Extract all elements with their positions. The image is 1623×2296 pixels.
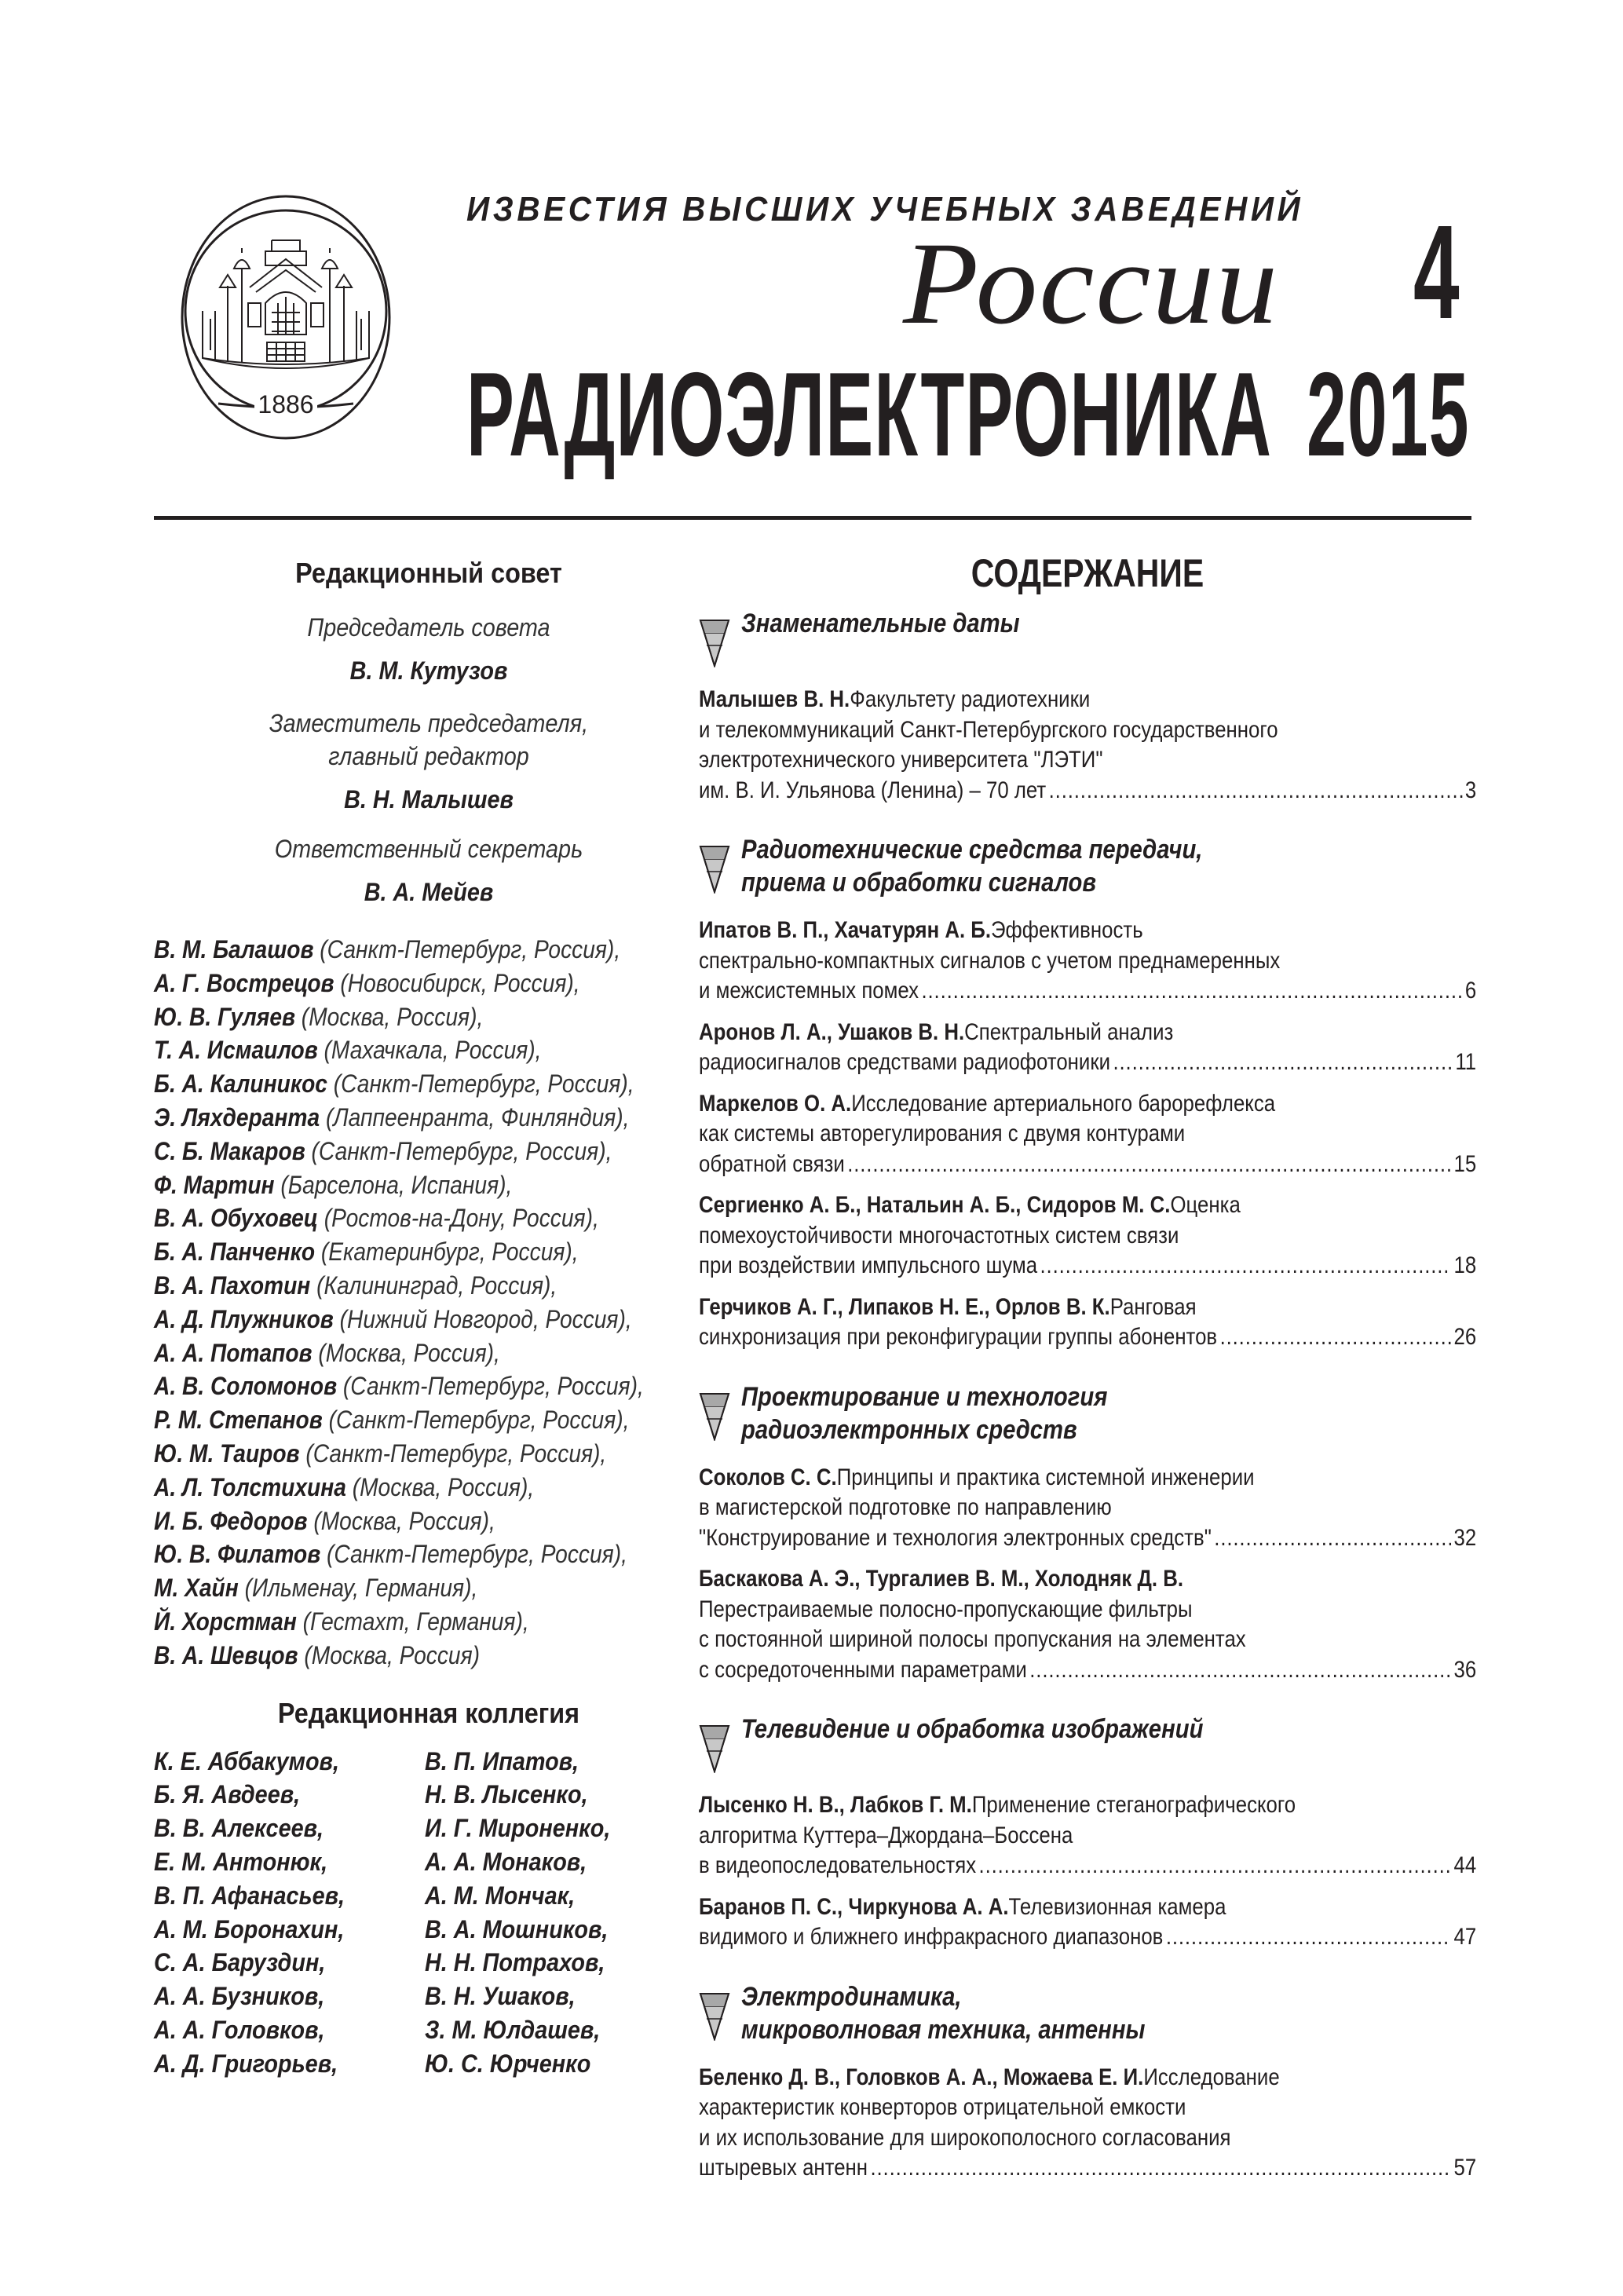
toc-entry-title-text: Перестраиваемые полосно-пропускающие фильтры xyxy=(699,1596,1193,1622)
chair-name: В. М. Кутузов xyxy=(349,656,508,685)
council-member-location: (Москва, Россия), xyxy=(313,1506,495,1535)
toc-entry-line xyxy=(699,745,1476,776)
council-member xyxy=(154,967,638,1000)
toc-page-number[interactable]: 32 xyxy=(1453,1524,1477,1551)
toc-entry-title-text: им. В. И. Ульянова (Ленина) – 70 лет xyxy=(699,777,1047,803)
toc-page-number[interactable]: 11 xyxy=(1455,1049,1477,1075)
council-member-location: (Москва, Россия), xyxy=(318,1338,500,1367)
toc-entry[interactable] xyxy=(699,685,1476,806)
toc-page-number[interactable]: 36 xyxy=(1453,1656,1477,1683)
college-member: Е. М. Антонюк, xyxy=(154,1847,328,1876)
toc-entry-authors: Маркелов О. А. xyxy=(699,1090,852,1117)
toc-page-number[interactable]: 26 xyxy=(1453,1324,1477,1350)
toc-page-number[interactable]: 18 xyxy=(1453,1252,1477,1278)
toc-entry[interactable] xyxy=(699,916,1476,1007)
toc-entry-title-text: Факультету радиотехники xyxy=(850,686,1091,712)
toc-entry-line xyxy=(699,1922,1476,1953)
toc-entry-title-text: Исследование артериального барорефлекса xyxy=(851,1090,1276,1117)
toc-entry[interactable] xyxy=(699,1089,1476,1180)
council-member xyxy=(154,1269,638,1303)
council-member xyxy=(154,1168,638,1202)
council-member xyxy=(154,1639,638,1673)
chair-role: Председатель совета xyxy=(307,613,550,642)
toc-entry-line xyxy=(699,1018,1476,1048)
dot-leader xyxy=(847,1150,1451,1180)
council-member xyxy=(154,1605,638,1639)
council-member-name: А. Д. Плужников xyxy=(154,1304,334,1333)
toc-entry-line xyxy=(699,1790,1476,1821)
toc-entry-title-text: Телевизионная камера xyxy=(1008,1893,1226,1920)
logo-founding-year: 1886 xyxy=(258,390,314,419)
dot-leader xyxy=(922,976,1463,1007)
council-member-location: (Москва, Россия), xyxy=(352,1472,535,1501)
council-member xyxy=(154,1403,638,1437)
council-member-name: Т. А. Исмаилов xyxy=(154,1036,318,1065)
issue-year: 2015 xyxy=(1307,348,1470,481)
council-member-name: С. Б. Макаров xyxy=(154,1136,305,1165)
toc-entry-title-text: Принципы и практика системной инженерии xyxy=(836,1464,1255,1490)
college-member: К. Е. Аббакумов, xyxy=(154,1746,339,1775)
council-member-location: (Санкт-Петербург, Россия), xyxy=(311,1136,612,1165)
college-member: Н. Н. Потрахов, xyxy=(425,1948,605,1977)
dot-leader xyxy=(979,1851,1451,1881)
toc-entry-title-text: и их использование для широкополосного согласования xyxy=(699,2124,1231,2151)
section-title-line: приема и обработки сигналов xyxy=(741,868,1097,898)
toc-entry-title-text: с сосредоточенными параметрами xyxy=(699,1656,1027,1683)
toc-entry-line xyxy=(699,2153,1476,2184)
council-member xyxy=(154,1369,644,1403)
university-emblem-logo xyxy=(179,193,393,441)
toc-entry-title-text: синхронизация при реконфигурации группы абонентов xyxy=(699,1324,1218,1350)
section-title-line: Знаменательные даты xyxy=(741,609,1020,638)
toc-entry-line xyxy=(699,1463,1476,1493)
council-member-name: Ф. Мартин xyxy=(154,1170,275,1199)
contents-section xyxy=(699,1712,1476,1953)
toc-entry-line xyxy=(699,2063,1476,2093)
council-member-name: В. А. Шевцов xyxy=(154,1640,298,1669)
council-member-name: Э. Ляхдеранта xyxy=(154,1102,320,1132)
toc-entry-title-text: с постоянной шириной полосы пропускания на элементах xyxy=(699,1626,1246,1652)
contents-section xyxy=(699,1380,1476,1686)
council-member xyxy=(154,1201,638,1235)
college-member: А. А. Монаков, xyxy=(425,1847,587,1876)
council-member-name: А. Г. Вострецов xyxy=(154,968,334,997)
council-member xyxy=(154,1303,638,1336)
section-header xyxy=(699,606,1476,667)
section-title-line: микроволновая техника, антенны xyxy=(741,2014,1146,2045)
toc-entry-authors: Баранов П. С., Чиркунова А. А. xyxy=(699,1893,1009,1920)
toc-entry-line xyxy=(699,1595,1476,1625)
council-member xyxy=(154,1135,638,1168)
council-member-location: (Екатеринбург, Россия), xyxy=(320,1238,579,1267)
toc-entry-line xyxy=(699,1322,1476,1353)
toc-entry-title-text: "Конструирование и технология электронных средств" xyxy=(699,1524,1212,1551)
toc-entry-authors: Сергиенко А. Б., Натальин А. Б., Сидоров М. С. xyxy=(699,1192,1171,1218)
toc-entry[interactable] xyxy=(699,1292,1476,1353)
toc-page-number[interactable]: 6 xyxy=(1464,978,1477,1004)
college-member-grid xyxy=(154,1745,704,2081)
section-triangle-icon xyxy=(699,1992,730,2041)
council-member-name: М. Хайн xyxy=(154,1574,239,1603)
council-member-list xyxy=(154,933,704,1673)
dot-leader xyxy=(870,2153,1451,2184)
section-title-block xyxy=(741,1712,1278,1745)
toc-entry-title-text: радиосигналов средствами радиофотоники xyxy=(699,1049,1111,1075)
toc-entry-line xyxy=(699,1119,1476,1150)
council-member-name: Б. А. Панченко xyxy=(154,1238,316,1267)
section-title-line: Проектирование и технология xyxy=(741,1381,1108,1412)
toc-entry-title-text: Применение стеганографического xyxy=(971,1792,1296,1818)
council-member xyxy=(154,1067,638,1101)
college-member: А. М. Мончак, xyxy=(425,1881,576,1910)
editorial-council-heading: Редакционный совет xyxy=(295,557,562,589)
council-member-location: (Санкт-Петербург, Россия), xyxy=(328,1406,630,1435)
section-title-block xyxy=(741,1380,1167,1446)
toc-entry-line xyxy=(699,976,1476,1007)
deputy-name: В. Н. Малышев xyxy=(344,785,514,813)
toc-entry-title-text: характеристик конверторов отрицательной емкости xyxy=(699,2094,1186,2120)
dot-leader xyxy=(1220,1322,1451,1353)
header-divider xyxy=(154,516,1471,520)
contents-section xyxy=(699,606,1476,806)
dot-leader xyxy=(1040,1251,1452,1281)
council-member-name: В. А. Обуховец xyxy=(154,1204,318,1233)
contents-sections xyxy=(699,606,1476,2184)
section-triangle-icon xyxy=(699,1724,730,1773)
toc-entry-line xyxy=(699,1047,1476,1078)
council-member xyxy=(154,1336,638,1370)
council-member-location: (Ильменау, Германия), xyxy=(244,1574,478,1603)
toc-entry-authors: Аронов Л. А., Ушаков В. Н. xyxy=(699,1018,965,1045)
toc-entry-line xyxy=(699,1655,1476,1686)
toc-page-number[interactable]: 57 xyxy=(1453,2155,1477,2181)
editorial-column xyxy=(154,550,704,2081)
college-member: Ю. С. Юрченко xyxy=(425,2049,591,2078)
dot-leader xyxy=(1113,1047,1452,1078)
college-member: А. М. Боронахин, xyxy=(154,1914,345,1943)
council-member-location: (Махачкала, Россия), xyxy=(324,1036,542,1065)
toc-entry-line xyxy=(699,1625,1476,1655)
council-member-name: И. Б. Федоров xyxy=(154,1506,308,1535)
toc-entry-title-text: обратной связи xyxy=(699,1150,845,1177)
council-member xyxy=(154,1471,638,1504)
section-header xyxy=(699,1380,1476,1446)
section-triangle-icon xyxy=(699,619,730,667)
council-member-location: (Санкт-Петербург, Россия), xyxy=(305,1439,607,1468)
council-member xyxy=(154,1537,638,1571)
council-member-name: Ю. В. Гуляев xyxy=(154,1002,295,1031)
toc-entry-title-text: Оценка xyxy=(1170,1192,1241,1218)
toc-page-number[interactable]: 44 xyxy=(1453,1852,1477,1878)
toc-entry-authors: Соколов С. С. xyxy=(699,1464,837,1490)
council-member xyxy=(154,1571,638,1605)
council-member-name: Ю. М. Таиров xyxy=(154,1439,300,1468)
toc-entry-title-text: в магистерской подготовке по направлению xyxy=(699,1494,1112,1520)
country-title-script: России xyxy=(903,218,1280,349)
toc-entry-line xyxy=(699,1821,1476,1852)
council-member-name: А. В. Соломонов xyxy=(154,1372,338,1401)
contents-column xyxy=(699,550,1476,2184)
council-member xyxy=(154,1033,638,1067)
toc-entry-line xyxy=(699,1493,1476,1523)
council-member-name: В. М. Балашов xyxy=(154,935,314,963)
section-triangle-icon xyxy=(699,1392,730,1441)
section-title-line: Электродинамика, xyxy=(741,1981,962,2012)
section-header xyxy=(699,832,1476,898)
college-member: В. В. Алексеев, xyxy=(154,1814,324,1843)
toc-entry-line xyxy=(699,715,1476,746)
council-member xyxy=(154,1437,638,1471)
council-member xyxy=(154,1235,638,1269)
toc-entry-authors: Беленко Д. В., Головков А. А., Можаева Е. И. xyxy=(699,2064,1144,2090)
council-member-name: А. Л. Толстихина xyxy=(154,1472,346,1501)
council-member-location: (Москва, Россия) xyxy=(304,1640,480,1669)
toc-entry-line xyxy=(699,1292,1476,1323)
toc-page-number[interactable]: 15 xyxy=(1453,1150,1477,1177)
college-member: В. Н. Ушаков, xyxy=(425,1982,576,2011)
toc-entry-title-text: и телекоммуникаций Санкт-Петербургского государственного xyxy=(699,716,1278,743)
toc-entry-title-text: электротехнического университета "ЛЭТИ" xyxy=(699,747,1103,773)
toc-entry-title-text: в видеопоследовательностях xyxy=(699,1852,977,1878)
toc-entry-title-text: алгоритма Куттера–Джордана–Боссена xyxy=(699,1822,1073,1848)
council-member-location: (Санкт-Петербург, Россия), xyxy=(333,1069,634,1099)
council-member-name: А. А. Потапов xyxy=(154,1338,313,1367)
college-member: Н. В. Лысенко, xyxy=(425,1780,588,1809)
college-member: В. А. Мошников, xyxy=(425,1914,609,1943)
toc-entry-authors: Баскакова А. Э., Тургалиев В. М., Холодняк Д. В. xyxy=(699,1566,1183,1592)
toc-entry-title-text: Эффективность xyxy=(991,917,1143,943)
council-member xyxy=(154,1504,638,1538)
toc-entry-title-text: штыревых антенн xyxy=(699,2155,868,2181)
college-member: А. А. Бузников, xyxy=(154,1982,325,2011)
council-member-location: (Ростов-на-Дону, Россия), xyxy=(324,1204,599,1233)
series-title: ИЗВЕСТИЯ ВЫСШИХ УЧЕБНЫХ ЗАВЕДЕНИЙ xyxy=(466,190,1304,229)
toc-entry-line xyxy=(699,1251,1476,1281)
deputy-role-line2: главный редактор xyxy=(328,742,529,770)
college-member: А. Д. Григорьев, xyxy=(154,2049,338,2078)
dot-leader xyxy=(1029,1655,1451,1686)
section-title-line: Радиотехнические средства передачи, xyxy=(741,835,1203,865)
toc-entry[interactable] xyxy=(699,1018,1476,1078)
college-member: И. Г. Мироненко, xyxy=(425,1814,611,1843)
council-member-location: (Барселона, Испания), xyxy=(280,1170,513,1199)
toc-entry-title-text: и межсистемных помех xyxy=(699,978,919,1004)
toc-entry[interactable] xyxy=(699,1190,1476,1281)
journal-title: РАДИОЭЛЕКТРОНИКА xyxy=(466,348,1273,481)
toc-page-number[interactable]: 47 xyxy=(1453,1924,1477,1950)
council-member-name: Б. А. Калиникос xyxy=(154,1069,327,1099)
toc-entry-title-text: при воздействии импульсного шума xyxy=(699,1252,1038,1278)
toc-entry-title-text: помехоустойчивости многочастотных систем связи xyxy=(699,1222,1179,1249)
toc-entry-authors: Ипатов В. П., Хачатурян А. Б. xyxy=(699,917,992,943)
toc-entry-line xyxy=(699,916,1476,946)
council-member-location: (Калининград, Россия), xyxy=(316,1270,557,1300)
section-title-block xyxy=(741,1980,1211,2046)
toc-entry-line xyxy=(699,1564,1476,1595)
toc-entry-line xyxy=(699,1523,1476,1554)
section-title-block xyxy=(741,606,1065,639)
toc-entry-title-text: как системы авторегулирования с двумя контурами xyxy=(699,1121,1186,1146)
secretary-role: Ответственный секретарь xyxy=(274,835,583,863)
council-member-location: (Гестахт, Германия), xyxy=(302,1607,529,1636)
contents-section xyxy=(699,1980,1476,2184)
toc-entry[interactable] xyxy=(699,1564,1476,1685)
dot-leader xyxy=(1166,1922,1451,1953)
contents-heading: СОДЕРЖАНИЕ xyxy=(971,551,1204,595)
dot-leader xyxy=(1049,776,1463,806)
council-member-name: В. А. Пахотин xyxy=(154,1270,311,1300)
toc-entry[interactable] xyxy=(699,1892,1476,1953)
council-member xyxy=(154,1000,638,1034)
council-member-name: Ю. В. Филатов xyxy=(154,1540,321,1569)
toc-entry-authors: Малышев В. Н. xyxy=(699,686,850,712)
toc-entry-title-text: Ранговая xyxy=(1109,1293,1197,1320)
toc-entry-title-text: Исследование xyxy=(1143,2064,1280,2090)
toc-entry-line xyxy=(699,1150,1476,1180)
council-member-location: (Новосибирск, Россия), xyxy=(340,968,580,997)
toc-entry-authors: Лысенко Н. В., Лабков Г. М. xyxy=(699,1792,972,1818)
council-member-location: (Москва, Россия), xyxy=(301,1002,484,1031)
toc-entry-line xyxy=(699,1089,1476,1120)
toc-entry[interactable] xyxy=(699,2063,1476,2184)
toc-page-number[interactable]: 3 xyxy=(1464,777,1477,803)
section-title-line: Телевидение и обработка изображений xyxy=(741,1714,1204,1744)
council-member xyxy=(154,933,638,967)
toc-entry-line xyxy=(699,1851,1476,1881)
toc-entry-line xyxy=(699,2093,1476,2123)
section-header xyxy=(699,1980,1476,2046)
council-member-location: (Санкт-Петербург, Россия), xyxy=(320,935,621,963)
college-member: С. А. Баруздин, xyxy=(154,1948,326,1977)
college-member: Б. Я. Авдеев, xyxy=(154,1780,301,1809)
deputy-role-line1: Заместитель председателя, xyxy=(269,709,589,737)
toc-entry[interactable] xyxy=(699,1463,1476,1554)
council-member-location: (Нижний Новгород, Россия), xyxy=(339,1304,632,1333)
secretary-name: В. А. Мейев xyxy=(364,878,494,906)
section-title-block xyxy=(741,832,1278,898)
editorial-college-heading: Редакционная коллегия xyxy=(277,1696,580,1729)
council-member-name: Й. Хорстман xyxy=(154,1607,297,1636)
college-member: В. П. Афанасьев, xyxy=(154,1881,345,1910)
council-member-location: (Лаппеенранта, Финляндия), xyxy=(325,1102,630,1132)
contents-section xyxy=(699,832,1476,1353)
dot-leader xyxy=(1214,1523,1451,1554)
toc-entry-line xyxy=(699,946,1476,977)
issue-number: 4 xyxy=(1413,198,1460,347)
council-member-location: (Санкт-Петербург, Россия), xyxy=(327,1540,627,1569)
college-member: З. М. Юлдашев, xyxy=(425,2015,601,2044)
section-header xyxy=(699,1712,1476,1773)
toc-entry-title-text: Спектральный анализ xyxy=(964,1018,1174,1045)
toc-entry-line xyxy=(699,685,1476,715)
council-member-location: (Санкт-Петербург, Россия), xyxy=(342,1372,644,1401)
college-member: В. П. Ипатов, xyxy=(425,1746,579,1775)
section-triangle-icon xyxy=(699,845,730,894)
college-member: А. А. Головков, xyxy=(154,2015,325,2044)
council-member-name: Р. М. Степанов xyxy=(154,1406,323,1435)
toc-entry-authors: Герчиков А. Г., Липаков Н. Е., Орлов В. К. xyxy=(699,1293,1110,1320)
toc-entry-line xyxy=(699,776,1476,806)
toc-entry[interactable] xyxy=(699,1790,1476,1881)
toc-entry-line xyxy=(699,1221,1476,1252)
toc-entry-line xyxy=(699,2123,1476,2154)
council-member xyxy=(154,1101,638,1135)
section-title-line: радиоэлектронных средств xyxy=(741,1414,1077,1445)
toc-entry-line xyxy=(699,1190,1476,1221)
toc-entry-title-text: видимого и ближнего инфракрасного диапазонов xyxy=(699,1924,1164,1950)
toc-entry-title-text: спектрально-компактных сигналов с учетом преднамеренных xyxy=(699,947,1281,974)
toc-entry-line xyxy=(699,1892,1476,1923)
